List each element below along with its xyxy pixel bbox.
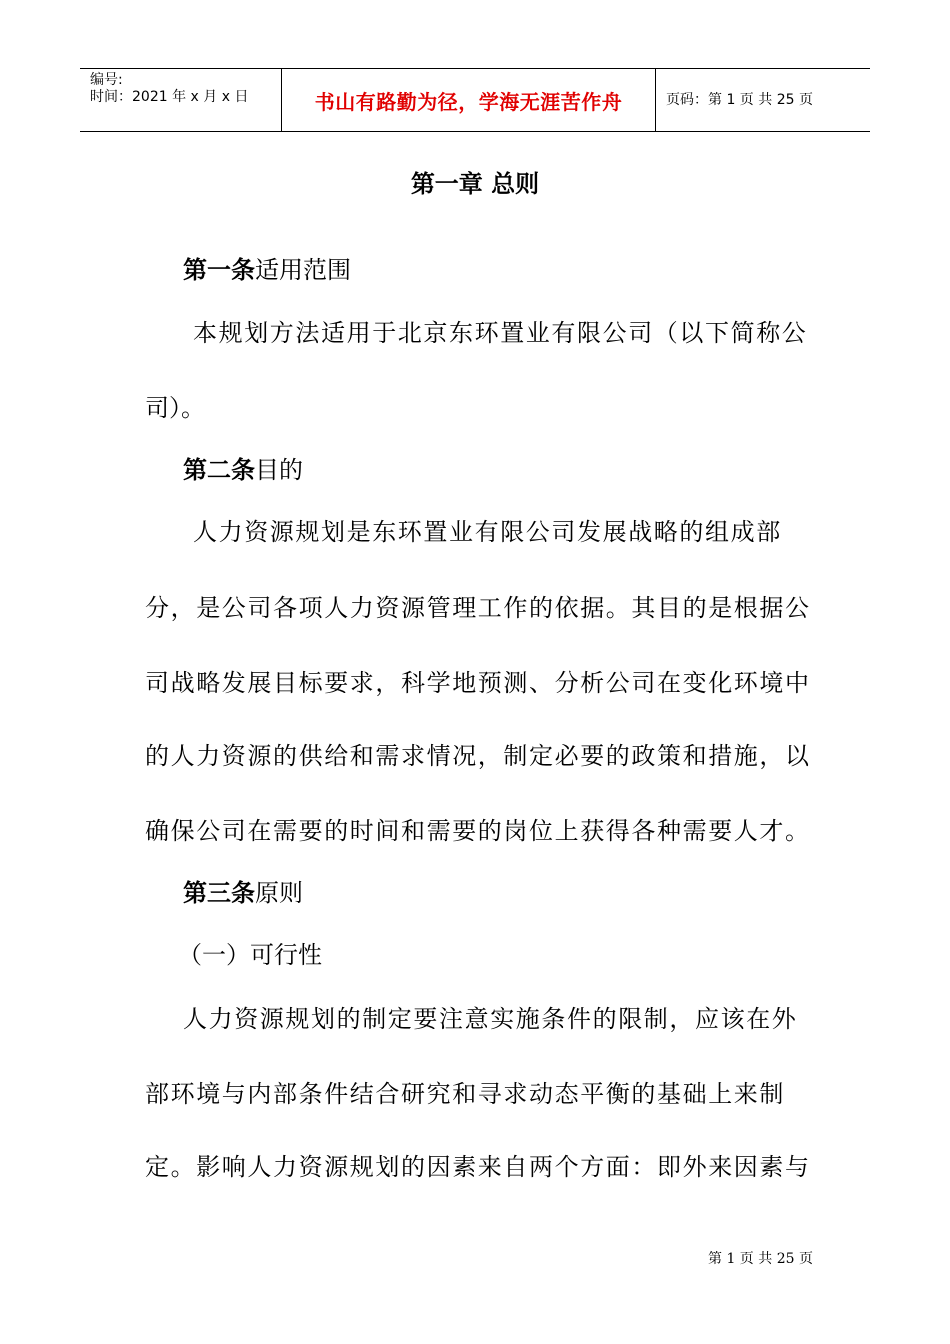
header-page-cell bbox=[656, 69, 870, 131]
page-footer: 第 1 页 共 25 页 bbox=[708, 1251, 813, 1267]
article-1-label: 第一条 bbox=[183, 256, 255, 284]
article-2-title: 目的 bbox=[255, 456, 303, 484]
chapter-title: 第一章 总则 bbox=[410, 170, 540, 198]
article-2-heading bbox=[183, 455, 303, 485]
article-2-text-line: 确保公司在需要的时间和需要的岗位上获得各种需要人才。 bbox=[145, 817, 811, 845]
header-meta-cell bbox=[80, 69, 280, 131]
article-2-text-line: 的人力资源的供给和需求情况，制定必要的政策和措施，以 bbox=[145, 742, 811, 770]
article-2-text-line: 人力资源规划是东环置业有限公司发展战略的组成部 bbox=[193, 518, 782, 546]
article-3-heading bbox=[183, 878, 303, 908]
header-motto-cell bbox=[281, 69, 656, 131]
article-2-text-line: 司战略发展目标要求，科学地预测、分析公司在变化环境中 bbox=[145, 669, 811, 697]
article-1-text-line: 司）。 bbox=[145, 394, 205, 422]
article-2-label: 第二条 bbox=[183, 456, 255, 484]
article-1-title: 适用范围 bbox=[255, 256, 351, 284]
article-2-text-line: 分，是公司各项人力资源管理工作的依据。其目的是根据公 bbox=[145, 594, 811, 622]
article-3-text-line: 部环境与内部条件结合研究和寻求动态平衡的基础上来制 bbox=[145, 1080, 785, 1108]
document-header bbox=[80, 68, 870, 132]
article-3-label: 第三条 bbox=[183, 879, 255, 907]
document-number-label: 编号: bbox=[90, 72, 123, 88]
article-3-subheading: （一）可行性 bbox=[178, 941, 322, 969]
header-page-info: 页码：第 1 页 共 25 页 bbox=[666, 92, 813, 108]
document-time-label: 时间：2021 年 x 月 x 日 bbox=[90, 89, 249, 105]
article-3-text-line: 定。影响人力资源规划的因素来自两个方面：即外来因素与 bbox=[145, 1153, 811, 1181]
header-motto: 书山有路勤为径，学海无涯苦作舟 bbox=[314, 89, 623, 114]
article-3-text-line: 人力资源规划的制定要注意实施条件的限制，应该在外 bbox=[183, 1005, 798, 1033]
article-3-title: 原则 bbox=[255, 879, 303, 907]
article-1-text-line: 本规划方法适用于北京东环置业有限公司（以下简称公 bbox=[193, 319, 808, 347]
article-1-heading bbox=[183, 255, 351, 285]
